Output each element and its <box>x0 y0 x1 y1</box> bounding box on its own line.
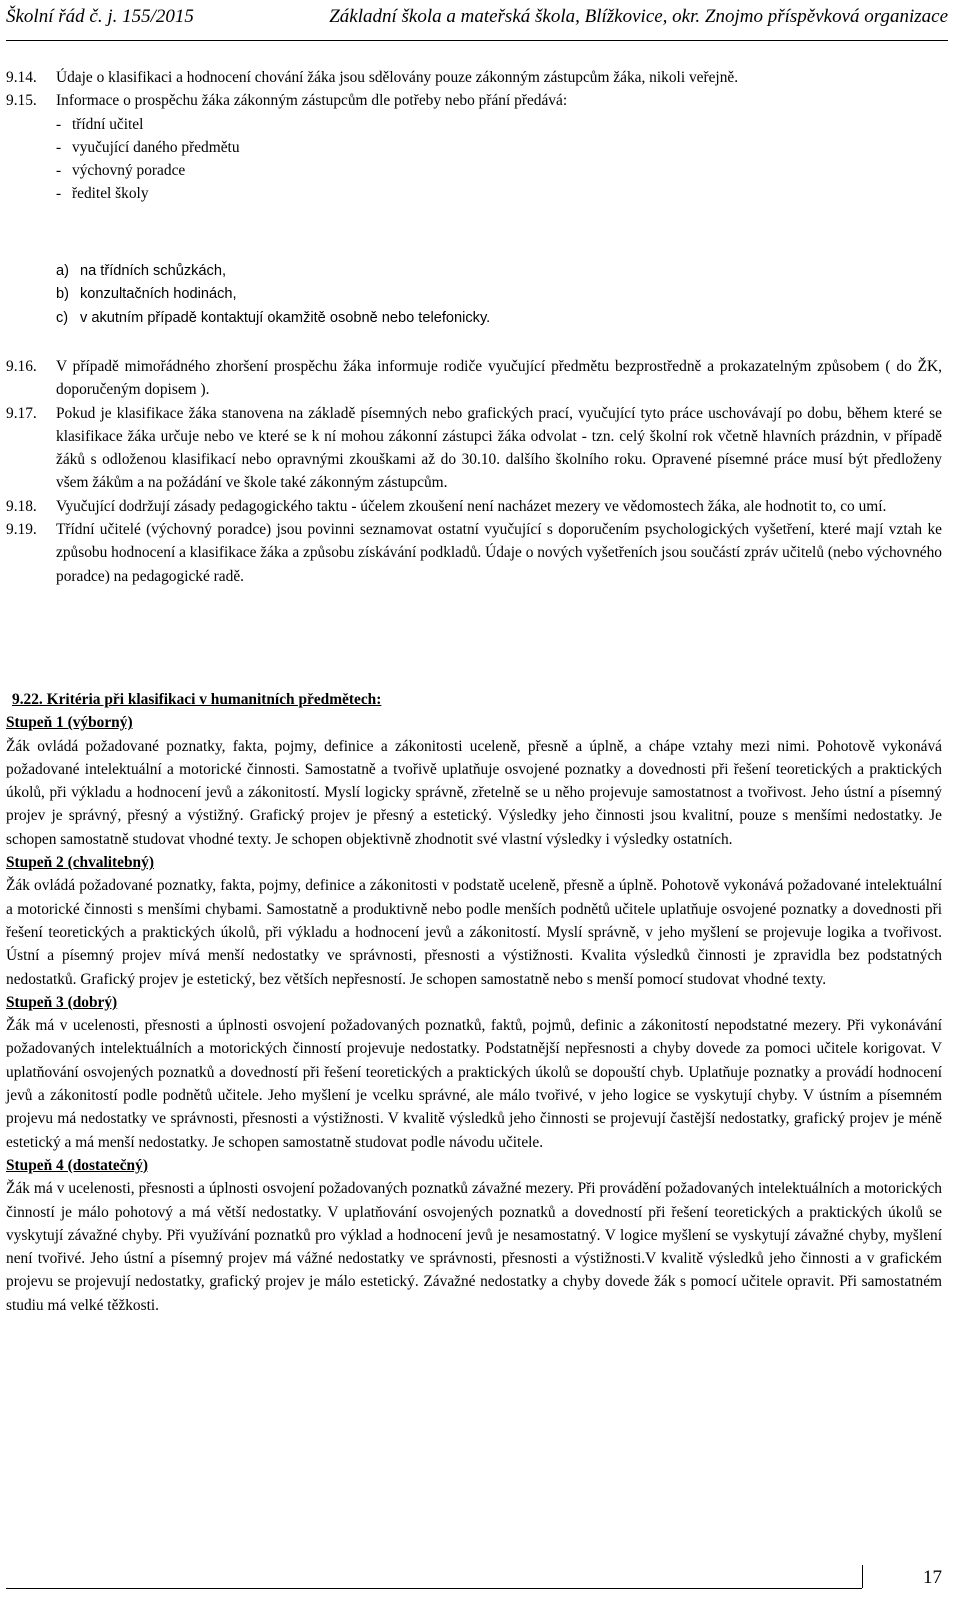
page-header <box>6 0 948 41</box>
item-9-18 <box>6 495 942 518</box>
item-number: 9.15. <box>6 92 37 110</box>
list-item: - třídní učitel <box>56 113 942 136</box>
section-heading: 9.22. Kritéria při klasifikaci v humanitních předmětech: <box>12 691 382 708</box>
item-text: Pokud je klasifikace žáka stanovena na základě písemných nebo grafických prací, vyučující tyto práce uschovávají po dobu, během které se klasifikace žáka určuje nebo ve které se k ní mohou zákonní zástupci žáka odvolat - tzn. celý školní rok včetně hlavních prázdnin, v případě žáků s odloženou klasifikací nebo opravnými zkouškami až do 30.10. dalšího školního roku. Opravené písemné práce musí být předloženy všem žákům a na požádání ve škole také zákonným zástupcům. <box>56 404 942 492</box>
footer-rule <box>6 1588 862 1589</box>
page-number: 17 <box>923 1567 942 1588</box>
items-section-top <box>6 66 942 206</box>
list-item <box>56 283 942 306</box>
item-text: V případě mimořádného zhoršení prospěchu žáka informuje rodiče vyučující předmětu bezprostředně a prokazatelným způsobem ( do ŽK, doporučeným dopisem ). <box>56 358 942 399</box>
item-text: Třídní učitelé (výchovný poradce) jsou povinni seznamovat ostatní vyučující s doporučením psychologických vyšetření, které mají vztah ke způsobu hodnocení a klasifikace žáka a způsobu získávání podkladů. Údaje o nových vyšetřeních jsou součástí zpráv učitelů (nebo výchovného poradce) na pedagogické radě. <box>56 521 942 585</box>
list-item <box>56 260 942 283</box>
item-9-19 <box>6 518 942 588</box>
item-9-17 <box>6 402 942 495</box>
items-section-middle <box>6 355 942 588</box>
list-letter: b) <box>56 286 69 303</box>
list-text: konzultačních hodinách, <box>80 286 237 303</box>
list-item <box>56 307 942 330</box>
item-number: 9.17. <box>6 404 37 422</box>
header-document-id: Školní řád č. j. 155/2015 <box>6 6 194 27</box>
grade-3-text: Žák má v ucelenosti, přesnosti a úplnosti osvojení požadovaných poznatků, faktů, pojmů, definic a zákonitostí nepodstatné mezery. Při vykonávání požadovaných intelektuálních a motorických činností projevuje nedostatky. Podstatnější nepřesnosti a chyby dovede za pomoci učitele korigovat. V uplatňování osvojených poznatků a dovedností při řešení teoretických a praktických úkolů se dopouští chyb. Uplatňuje poznatky a provádí hodnocení jevů a zákonitostí podle podnětů učitele. Jeho myšlení je vcelku správné, ale málo tvořivé, v jeho logice se vyskytují chyby. V ústním a písemném projevu má nedostatky ve správnosti, přesnosti a výstižnosti. V kvalitě výsledků jeho činnosti se projevují častější nedostatky, grafický projev je méně estetický a má menší nedostatky. Je schopen samostatně studovat podle návodu učitele. <box>6 1017 942 1151</box>
footer-divider-vertical <box>862 1565 863 1588</box>
list-item: - ředitel školy <box>56 182 942 205</box>
grade-4-title: Stupeň 4 (dostatečný) <box>6 1156 148 1174</box>
grade-1-title: Stupeň 1 (výborný) <box>6 714 133 732</box>
grade-1-text: Žák ovládá požadované poznatky, fakta, pojmy, definice a zákonitosti uceleně, přesně a úplně, a chápe vztahy mezi nimi. Pohotově vykonává požadované intelektuální a motorické činnosti. Samostatně a tvořivě uplatňuje osvojené poznatky a dovednosti při řešení teoretických a praktických úkolů, při výkladu a hodnocení jevů a zákonitostí. Myslí logicky správně, zřetelně se u něho projevuje samostatnost a tvořivost. Jeho ústní a písemný projev je správný, přesný a výstižný. Grafický projev je přesný a estetický. Výsledky jeho činnosti jsou kvalitní, pouze s menšími nedostatky. Je schopen samostatně studovat vhodné texty. Je schopen objektivně zhodnotit své vlastní výsledky i výsledky ostatních. <box>6 737 942 848</box>
list-text: v akutním případě kontaktují okamžitě osobně nebo telefonicky. <box>80 309 491 326</box>
list-letter: c) <box>56 309 69 326</box>
item-number: 9.16. <box>6 358 37 375</box>
header-school-name: Základní škola a mateřská škola, Blížkovice, okr. Znojmo příspěvková organizace <box>329 6 948 27</box>
item-number: 9.14. <box>6 69 37 86</box>
grade-2-text: Žák ovládá požadované poznatky, fakta, pojmy, definice a zákonitosti v podstatě uceleně, přesně a úplně. Pohotově vykonává požadované intelektuální a motorické činnosti s menšími chybami. Samostatně a produktivně nebo podle menších podnětů učitele uplatňuje osvojené poznatky a dovednosti při řešení teoretických a praktických úkolů, při výkladu a hodnocení jevů a zákonitostí. Myslí správně, v jeho myšlení se projevuje logika a tvořivost. Ústní a písemný projev mívá menší nedostatky ve správnosti, přesnosti a výstižnosti. Kvalita výsledků činnosti je zpravidla bez podstatných nedostatků. Grafický projev je estetický, bez větších nepřesností. Je schopen samostatně nebo s menší pomocí studovat vhodné texty. <box>6 877 942 988</box>
item-9-16 <box>6 355 942 402</box>
item-number: 9.19. <box>6 521 37 539</box>
item-text: Vyučující dodržují zásady pedagogického taktu - účelem zkoušení není nacházet mezery ve vědomostech žáka, ale hodnotit to, co umí. <box>56 497 887 515</box>
list-letter: a) <box>56 263 69 279</box>
item-9-15 <box>6 89 942 112</box>
grade-4-text: Žák má v ucelenosti, přesnosti a úplnosti osvojení požadovaných poznatků závažné mezery. Při provádění požadovaných intelektuálních a motorických činností je málo pohotový a má větší nedostatky. V uplatňování osvojených poznatků a dovedností při řešení teoretických a praktických úkolů se vyskytují závažné chyby. Při využívání poznatků pro výklad a hodnocení jevů je nesamostatný. V logice myšlení se vyskytují závažné chyby, myšlení není tvořivé. Jeho ústní a písemný projev má vážné nedostatky ve správnosti, přesnosti a výstižnosti.V kvalitě výsledků jeho činnosti a v grafickém projevu se projevují nedostatky, grafický projev je málo estetický. Závažné nedostatky a chyby dovede žák s pomocí učitele opravit. Při samostatném studiu má velké těžkosti. <box>6 1180 942 1314</box>
criteria-section <box>6 688 942 1317</box>
ways-list <box>6 260 942 330</box>
list-item: - vyučující daného předmětu <box>56 136 942 159</box>
grade-3-title: Stupeň 3 (dobrý) <box>6 993 118 1011</box>
item-text: Informace o prospěchu žáka zákonným zástupcům dle potřeby nebo přání předává: <box>56 92 568 110</box>
givers-list <box>6 113 942 206</box>
item-9-14 <box>6 66 942 89</box>
item-number: 9.18. <box>6 497 37 515</box>
grade-2-title: Stupeň 2 (chvalitebný) <box>6 854 154 872</box>
item-text: Údaje o klasifikaci a hodnocení chování žáka jsou sdělovány pouze zákonným zástupcům žáka, nikoli veřejně. <box>56 69 739 86</box>
list-item: - výchovný poradce <box>56 159 942 182</box>
list-text: na třídních schůzkách, <box>80 263 227 279</box>
ways-section <box>6 260 942 330</box>
